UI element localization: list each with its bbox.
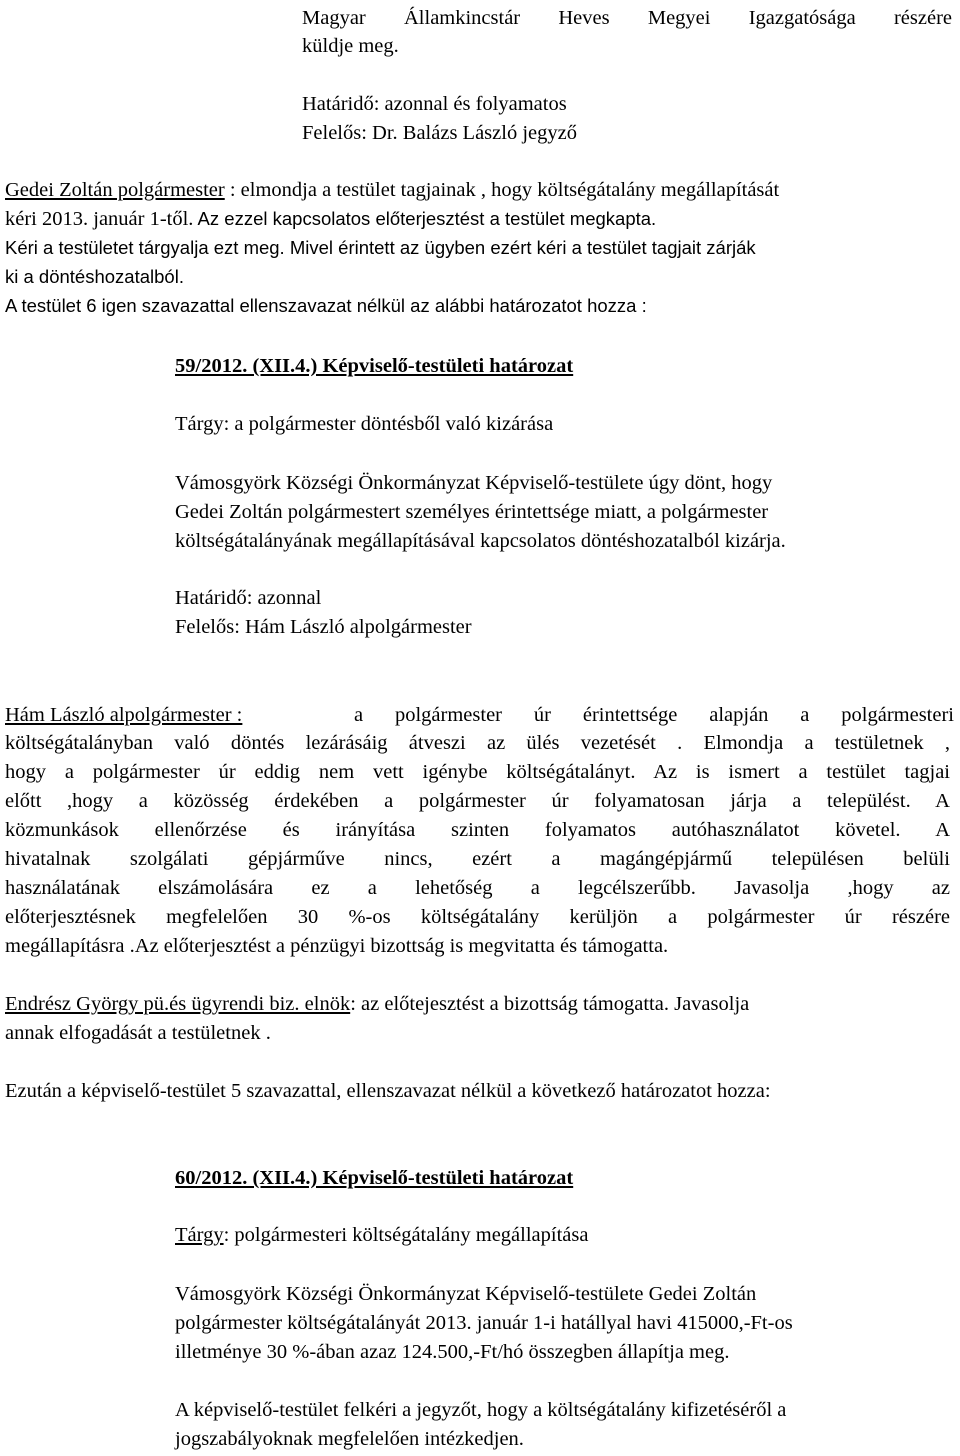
deadline-line: Határidő: azonnal és folyamatos: [302, 93, 567, 115]
speaker-name: Hám László alpolgármester :: [5, 704, 243, 726]
paragraph-line: [5, 177, 779, 204]
resolution-body-line: költségátalányának megállapításával kapcsolatos döntéshozatalból kizárja.: [175, 530, 786, 552]
paragraph-line: megállapításra .Az előterjesztést a pénzügyi bizottság is megvitatta és támogatta.: [5, 935, 669, 957]
text-line: Magyar Államkincstár Heves Megyei Igazgatósága részére: [302, 7, 952, 29]
speech-text: Mivel érintett az ügyben ezért kéri a testület tagjait zárják: [284, 237, 756, 258]
speech-text: kéri 2013. január 1-től.: [5, 208, 194, 230]
speaker-name: Endrész György pü.és ügyrendi biz. elnök: [5, 993, 351, 1015]
resolution-title: 60/2012. (XII.4.) Képviselő-testületi határozat: [175, 1167, 574, 1189]
paragraph-line: költségátalányban való döntés lezárásáig átveszi az ülés vezetését . Elmondja a testületnek ,: [5, 732, 950, 754]
speaker-name: Gedei Zoltán polgármester: [5, 179, 225, 201]
paragraph-line: [5, 991, 749, 1018]
resolution-subject: Tárgy: a polgármester döntésből való kizárása: [175, 413, 554, 435]
responsible-line: Felelős: Hám László alpolgármester: [175, 616, 472, 638]
deadline-line: Határidő: azonnal: [175, 587, 322, 609]
text-line: küldje meg.: [302, 35, 399, 57]
paragraph-line: [5, 234, 756, 261]
resolution-title: 59/2012. (XII.4.) Képviselő-testületi határozat: [175, 355, 574, 377]
paragraph-line: előtt ,hogy a közösség érdekében a polgármester úr folyamatosan járja a települést. A: [5, 790, 950, 812]
paragraph-line: használatának elszámolására ez a lehetőség a legcélszerűbb. Javasolja ,hogy az: [5, 877, 950, 899]
paragraph-line: [5, 702, 954, 729]
resolution-subject: [175, 1222, 588, 1249]
paragraph-line: Ezután a képviselő-testület 5 szavazattal, ellenszavazat nélkül a következő határozatot hozza:: [5, 1080, 771, 1102]
resolution-body-line: Vámosgyörk Községi Önkormányzat Képviselő-testülete Gedei Zoltán: [175, 1283, 757, 1305]
resolution-body-line: jogszabályoknak megfelelően intézkedjen.: [175, 1428, 524, 1450]
paragraph-line: előterjesztésnek megfelelően 30 %-os költségátalány kerüljön a polgármester úr részére: [5, 906, 950, 928]
paragraph-line: hogy a polgármester úr eddig nem vett igénybe költségátalányt. Az is ismert a testület tagjai: [5, 761, 950, 783]
subject-text: : polgármesteri költségátalány megállapítása: [223, 1224, 589, 1246]
resolution-body-line: polgármester költségátalányát 2013. január 1-i hatállyal havi 415000,-Ft-os: [175, 1312, 793, 1334]
responsible-line: Felelős: Dr. Balázs László jegyző: [302, 122, 577, 144]
subject-label: Tárgy: [175, 1224, 224, 1246]
resolution-body-line: illetménye 30 %-ában azaz 124.500,-Ft/hó összegben állapítja meg.: [175, 1341, 730, 1363]
speech-text: Kéri a testületet tárgyalja ezt meg.: [5, 237, 285, 258]
speech-text: a polgármester úr érintettsége alapján a polgármesteri: [354, 704, 954, 726]
speech-text: Az ezzel kapcsolatos előterjesztést a testület megkapta.: [193, 208, 657, 229]
paragraph-line: A testület 6 igen szavazattal ellenszavazat nélkül az alábbi határozatot hozza :: [5, 295, 647, 316]
paragraph-line: hivatalnak szolgálati gépjárműve nincs, ezért a magángépjármű településen belüli: [5, 848, 950, 870]
paragraph-line: [5, 205, 656, 233]
paragraph-line: annak elfogadását a testületnek .: [5, 1022, 271, 1044]
speech-text: : az előtejesztést a bizottság támogatta. Javasolja: [350, 993, 750, 1015]
resolution-body-line: Gedei Zoltán polgármestert személyes érintettsége miatt, a polgármester: [175, 501, 769, 523]
paragraph-line: közmunkások ellenőrzése és irányítása szinten folyamatos autóhasználatot követel. A: [5, 819, 950, 841]
paragraph-line: ki a döntéshozatalból.: [5, 266, 184, 287]
resolution-body-line: A képviselő-testület felkéri a jegyzőt, hogy a költségátalány kifizetéséről a: [175, 1399, 787, 1421]
speech-text: : elmondja a testület tagjainak , hogy költségátalány megállapítását: [224, 179, 780, 201]
resolution-body-line: Vámosgyörk Községi Önkormányzat Képviselő-testülete úgy dönt, hogy: [175, 472, 773, 494]
